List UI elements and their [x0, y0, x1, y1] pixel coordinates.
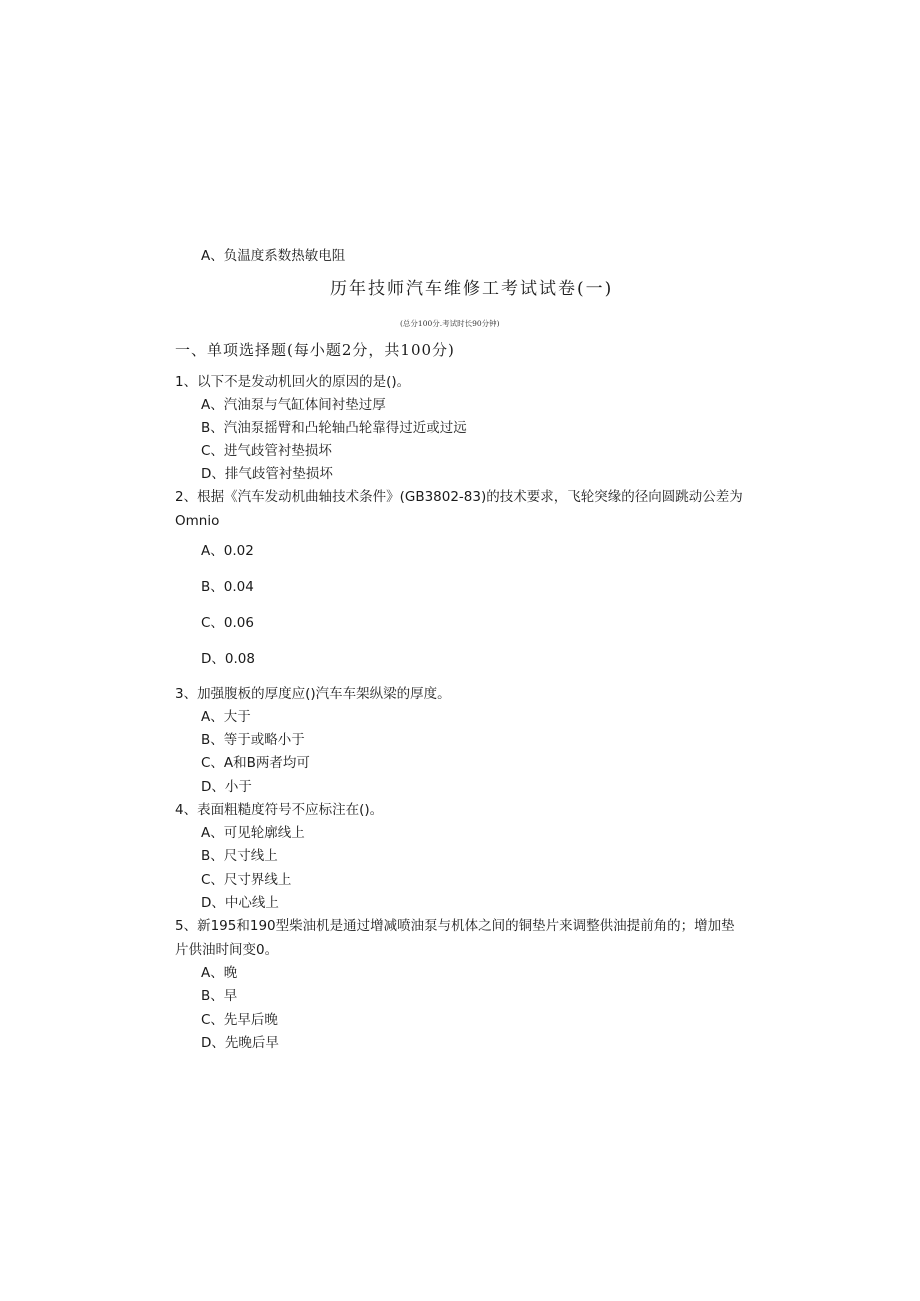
q3-option-c: C、A和B两者均可 — [201, 755, 310, 771]
q2-option-c: C、0.06 — [201, 615, 254, 631]
q4-option-a: A、可见轮廓线上 — [201, 825, 305, 841]
q1-option-d: D、排气歧管衬垫损坏 — [201, 466, 333, 482]
q5-option-b: B、早 — [201, 988, 238, 1004]
page-title: 历年技师汽车维修工考试试卷(一) — [330, 279, 614, 299]
q2-option-b: B、0.04 — [201, 579, 254, 595]
question-5: 5、新195和190型柴油机是通过增减喷油泵与机体之间的铜垫片来调整供油提前角的；增加垫 — [175, 918, 735, 934]
question-3: 3、加强腹板的厚度应()汽车车架纵梁的厚度。 — [175, 686, 451, 702]
q1-option-a: A、汽油泵与气缸体间衬垫过厚 — [201, 397, 386, 413]
question-2: 2、根据《汽车发动机曲轴技术条件》(GB3802-83)的技术要求，飞轮突缘的径向圆跳动公差为 — [175, 489, 743, 505]
q1-option-c: C、进气歧管衬垫损坏 — [201, 443, 332, 459]
q3-option-a: A、大于 — [201, 709, 251, 725]
q2-option-d: D、0.08 — [201, 651, 255, 667]
q5-option-a: A、晚 — [201, 965, 238, 981]
q3-option-d: D、小于 — [201, 779, 252, 795]
question-2-continued: Omnio — [175, 513, 220, 529]
q4-option-b: B、尺寸线上 — [201, 848, 278, 864]
q4-option-d: D、中心线上 — [201, 895, 279, 911]
question-5-continued: 片供油时间变0。 — [175, 942, 279, 958]
q1-option-b: B、汽油泵摇臂和凸轮轴凸轮靠得过近或过远 — [201, 420, 467, 436]
q2-option-a: A、0.02 — [201, 543, 254, 559]
question-1: 1、以下不是发动机回火的原因的是()。 — [175, 374, 411, 390]
exam-info: (总分100分.考试时长90分钟) — [400, 319, 500, 328]
q4-option-c: C、尺寸界线上 — [201, 872, 292, 888]
q5-option-c: C、先早后晚 — [201, 1012, 278, 1028]
section-heading: 一、单项选择题(每小题2分，共100分) — [175, 341, 455, 359]
stray-option-text: A、负温度系数热敏电阻 — [201, 248, 346, 264]
q5-option-d: D、先晚后早 — [201, 1035, 279, 1051]
question-4: 4、表面粗糙度符号不应标注在()。 — [175, 802, 384, 818]
q3-option-b: B、等于或略小于 — [201, 732, 305, 748]
